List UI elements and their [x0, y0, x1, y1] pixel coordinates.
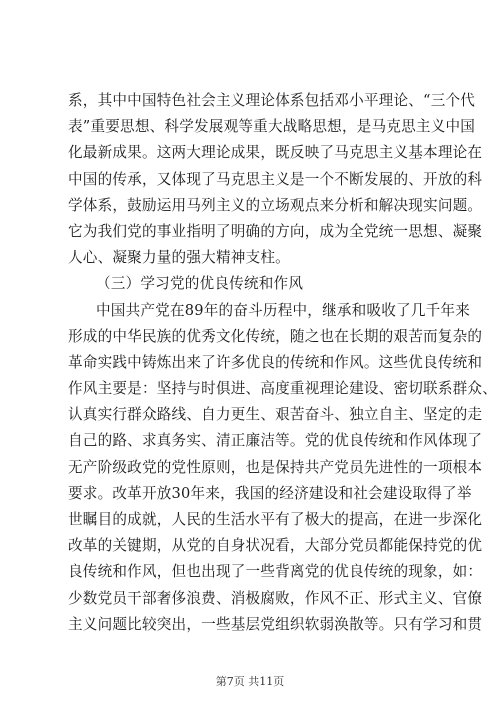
- text-line: 化最新成果。这两大理论成果，既反映了马克思主义基本理论在: [68, 144, 483, 162]
- text-line: 形成的中华民族的优秀文化传统，随之也在长期的艰苦而复杂的: [68, 327, 483, 345]
- text-line: 无产阶级政党的党性原则，也是保持共产党员先进性的一项根本: [68, 458, 483, 476]
- text-line: 世瞩目的成就，人民的生活水平有了极大的提高，在进一步深化: [68, 511, 483, 528]
- text-line: 它为我们党的事业指明了明确的方向，成为全党统一思想、凝聚: [68, 222, 483, 240]
- text-line: 要求。改革开放30年来，我国的经济建设和社会建设取得了举: [68, 484, 472, 502]
- section-heading: （三）学习党的优良传统和作风: [96, 275, 304, 293]
- text-line: 良传统和作风，但也出现了一些背离党的优良传统的现象，如：: [68, 563, 483, 581]
- text-line: 学体系，鼓励运用马列主义的立场观点来分析和解决现实问题。: [68, 196, 483, 214]
- text-line: 改革的关键期，从党的自身状况看，大部分党员都能保持党的优: [68, 537, 483, 555]
- text-line: 系，其中中国特色社会主义理论体系包括邓小平理论、“三个代: [68, 92, 476, 109]
- text-line: 认真实行群众路线、自力更生、艰苦奋斗、独立自主、坚定的走: [68, 406, 483, 424]
- text-line: 少数党员干部奢侈浪费、消极腐败，作风不正、形式主义、官僚: [68, 589, 483, 607]
- text-line: 人心、凝聚力量的强大精神支柱。: [68, 249, 290, 267]
- text-line: 革命实践中铸炼出来了许多优良的传统和作风。这些优良传统和: [68, 353, 483, 371]
- text-line: 中国的传承，又体现了马克思主义是一个不断发展的、开放的科: [68, 170, 483, 188]
- text-line: 作风主要是：坚持与时俱进、高度重视理论建设、密切联系群众、: [68, 380, 498, 398]
- text-line: 表”重要思想、科学发展观等重大战略思想，是马克思主义中国: [68, 118, 476, 136]
- page-number-footer: 第7页 共11页: [215, 675, 285, 688]
- text-line: 自己的路、求真务实、清正廉洁等。党的优良传统和作风体现了: [68, 432, 483, 450]
- text-line: 中国共产党在89年的奋斗历程中，继承和吸收了几千年来: [96, 301, 471, 319]
- document-body: [68, 88, 498, 638]
- text-line: 主义问题比较突出，一些基层党组织软弱涣散等。只有学习和贯: [68, 615, 483, 633]
